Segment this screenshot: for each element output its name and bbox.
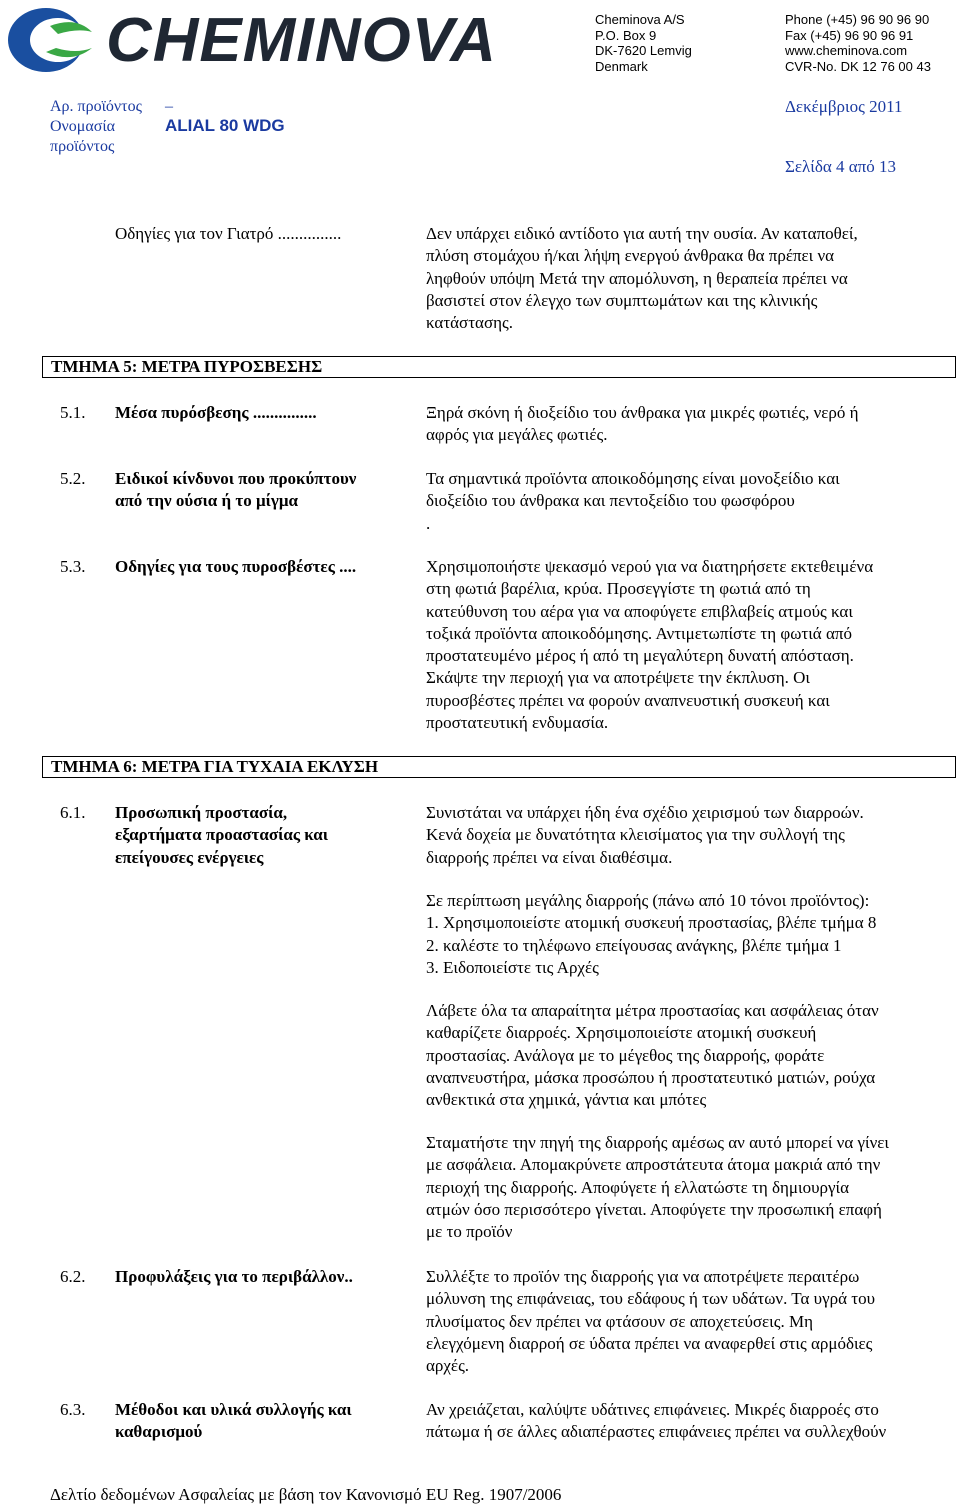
- product-name-label: Ονομασία: [50, 118, 116, 135]
- address-line: Denmark: [595, 58, 648, 74]
- page-footer: Δελτίο δεδομένων Ασφαλείας με βάση τον Κανονισμό EU Reg. 1907/2006: [50, 1485, 562, 1504]
- text-line: προστασίας. Ανάλογα με το μέγεθος της διαρροής, φοράτε: [426, 1045, 825, 1065]
- text-line: βασιστεί στον έλεγχο των συμπτωμάτων και της κλινικής: [426, 290, 818, 310]
- company-address: [595, 12, 692, 74]
- item-text: [426, 556, 873, 734]
- item-text: [426, 402, 859, 447]
- text-line: αρχές.: [426, 1356, 470, 1376]
- item-title: [115, 1399, 352, 1444]
- text-line: αναπνευστήρα, μάσκα προσώπου ή προστατευτικό ματιών, ρούχα: [426, 1067, 876, 1087]
- document-date: Δεκέμβριος 2011: [785, 97, 903, 116]
- text-line: περιοχή της διαρροής. Αποφύγετε ή ελλατώστε τη δημιουργία: [426, 1177, 850, 1197]
- logo-mark-icon: [6, 6, 102, 74]
- title-line: Μέθοδοι και υλικά συλλογής και: [115, 1400, 352, 1419]
- text-line: 2. καλέστε το τηλέφωνο επείγουσας ανάγκης, βλέπε τμήμα 1: [426, 935, 842, 955]
- text-line: Τα σημαντικά προϊόντα αποικοδόμησης είναι μονοξείδιο και: [426, 469, 840, 488]
- item-text: [426, 468, 840, 535]
- text-line: 1. Χρησιμοποιείστε ατομική συσκευή προστασίας, βλέπε τμήμα 8: [426, 913, 877, 933]
- title-line: καθαρισμού: [115, 1422, 203, 1442]
- doctor-text: [426, 223, 858, 334]
- text-line: Λάβετε όλα τα απαραίτητα μέτρα προστασίας και ασφάλειας όταν: [426, 1001, 879, 1020]
- text-line: Αν χρειάζεται, καλύψτε υδάτινες επιφάνειες. Μικρές διαρροές στο: [426, 1400, 879, 1419]
- title-line: από την ούσια ή το μίγμα: [115, 491, 298, 511]
- item-text-paragraph: [426, 802, 864, 869]
- text-line: Ξηρά σκόνη ή διοξείδιο του άνθρακα για μικρές φωτιές, νερό ή: [426, 403, 859, 422]
- section-6-title: ΤΜΗΜΑ 6: ΜΕΤΡΑ ΓΙΑ ΤΥΧΑΙΑ ΕΚΛΥΣΗ: [51, 757, 379, 776]
- text-line: Συλλέξτε το προϊόν της διαρροής για να αποτρέψετε περαιτέρω: [426, 1267, 860, 1286]
- title-line: εξαρτήματα προαστασίας και: [115, 825, 328, 845]
- doctor-label: Οδηγίες για τον Γιατρό ...............: [115, 224, 342, 243]
- text-line: ελεγχόμενη διαρροή σε ύδατα πρέπει να αναφερθεί στις αρμόδιες: [426, 1333, 873, 1353]
- title-line: Προσωπική προστασία,: [115, 803, 288, 822]
- item-number: 5.1.: [60, 403, 86, 422]
- title-line: Μέσα πυρόσβεσης ...............: [115, 403, 317, 422]
- address-line: Cheminova A/S: [595, 12, 685, 27]
- item-number: 5.2.: [60, 469, 86, 488]
- address-line: P.O. Box 9: [595, 27, 657, 43]
- cheminova-logo: [6, 6, 496, 74]
- text-line: πλύση στομάχου ή/και λήψη ενεργού άνθρακα θα πρέπει να: [426, 246, 835, 266]
- company-contact: [785, 12, 931, 74]
- text-line: Κενά δοχεία με δυνατότητα κλεισίματος για την συλλογή της: [426, 825, 845, 845]
- item-text: [426, 1266, 875, 1377]
- address-line: DK-7620 Lemvig: [595, 43, 692, 58]
- contact-line: www.cheminova.com: [785, 43, 908, 58]
- item-title: [115, 468, 356, 513]
- item-title: [115, 802, 328, 869]
- text-line: μόλυνση της επιφάνειας, του εδάφους ή των υδάτων. Τα υγρά του: [426, 1289, 875, 1309]
- product-name-label-cont: προϊόντος: [50, 138, 115, 155]
- text-line: τοξικά προϊόντα αποικοδόμησης. Αντιμετωπίστε τη φωτιά από: [426, 623, 852, 643]
- section-6-heading: [42, 756, 956, 778]
- item-number: 6.2.: [60, 1267, 86, 1286]
- text-line: κατεύθυνση του αέρα για να αποφύγετε επιβλαβείς ατμούς και: [426, 601, 853, 621]
- text-line: 3. Ειδοποιείστε τις Αρχές: [426, 957, 599, 977]
- item-text: [426, 1399, 886, 1444]
- text-line: Σε περίπτωση μεγάλης διαρροής (πάνω από 10 τόνοι προϊόντος):: [426, 891, 870, 910]
- item-text-paragraph: [426, 1132, 889, 1243]
- item-text-paragraph: [426, 1000, 879, 1111]
- item-number: 5.3.: [60, 557, 86, 576]
- item-title: [115, 556, 356, 578]
- text-line: κατάστασης.: [426, 313, 514, 333]
- page-number: Σελίδα 4 από 13: [785, 157, 897, 176]
- text-line: Σταματήστε την πηγή της διαρροής αμέσως αν αυτό μπορεί να γίνει: [426, 1133, 889, 1152]
- text-line: ληφθούν υπόψη Μετά την απομόλυνση, η θεραπεία πρέπει να: [426, 268, 848, 288]
- title-line: επείγουσες ενέργειες: [115, 847, 264, 867]
- text-line: με το προϊόν: [426, 1222, 513, 1242]
- text-line: αφρός για μεγάλες φωτιές.: [426, 425, 608, 445]
- product-number-label: Αρ. προϊόντος: [50, 98, 142, 115]
- text-line: Χρησιμοποιήστε ψεκασμό νερού για να διατηρήσετε εκτεθειμένα: [426, 557, 874, 576]
- title-line: Οδηγίες για τους πυροσβέστες ....: [115, 557, 357, 576]
- product-name-value: ALIAL 80 WDG: [165, 116, 285, 135]
- text-line: .: [426, 513, 431, 533]
- text-line: πυροσβέστες πρέπει να φορούν αναπνευστική συσκευή και: [426, 690, 830, 710]
- text-line: ατμών όσο περισσότερο γίνεται. Αποφύγετε την προσωπική επαφή: [426, 1199, 882, 1219]
- section-5-title: ΤΜΗΜΑ 5: ΜΕΤΡΑ ΠΥΡΟΣΒΕΣΗΣ: [51, 357, 323, 376]
- text-line: προστατευτική ενδυμασία.: [426, 713, 609, 733]
- text-line: ανθεκτικά στα χημικά, γάντια και μπότες: [426, 1090, 707, 1110]
- item-number: 6.3.: [60, 1400, 86, 1419]
- text-line: Συνιστάται να υπάρχει ήδη ένα σχέδιο χειρισμού των διαρροών.: [426, 803, 864, 822]
- contact-line: CVR-No. DK 12 76 00 43: [785, 58, 931, 74]
- contact-line: Phone (+45) 96 90 96 90: [785, 12, 930, 27]
- logo-wordmark: CHEMINOVA: [106, 6, 497, 75]
- text-line: πλυσίματος δεν πρέπει να φτάσουν σε αποχετεύσεις. Μη: [426, 1311, 813, 1331]
- text-line: καθαρίζετε διαρροές. Χρησιμοποιείστε ατομική συσκευή: [426, 1023, 817, 1043]
- text-line: στη φωτιά βαρέλια, κρύα. Προσεγγίστε τη φωτιά από τη: [426, 579, 811, 599]
- item-title: [115, 1266, 353, 1288]
- text-line: Δεν υπάρχει ειδικό αντίδοτο για αυτή την ουσία. Αν καταποθεί,: [426, 224, 858, 243]
- item-title: [115, 402, 317, 424]
- item-number: 6.1.: [60, 803, 86, 822]
- title-line: Ειδικοί κίνδυνοι που προκύπτουν: [115, 469, 357, 488]
- text-line: διαρροής πρέπει να είναι διαθέσιμα.: [426, 847, 673, 867]
- title-line: Προφυλάξεις για το περιβάλλον..: [115, 1267, 353, 1286]
- text-line: διοξείδιο του άνθρακα και πεντοξείδιο του φωσφόρου: [426, 491, 795, 511]
- text-line: με ασφάλεια. Απομακρύνετε απροστάτευτα άτομα μακριά από την: [426, 1155, 881, 1175]
- text-line: πάτωμα ή σε άλλες αδιαπέραστες επιφάνειες πρέπει να συλλεχθούν: [426, 1422, 887, 1442]
- contact-line: Fax (+45) 96 90 96 91: [785, 27, 914, 43]
- text-line: προστατευμένο μέρος ή από τη μεγαλύτερη δυνατή απόσταση.: [426, 646, 854, 666]
- section-5-heading: [42, 356, 956, 378]
- product-number-value: –: [165, 98, 173, 115]
- text-line: Σκάψτε την περιοχή για να αποτρέψετε την έκπλυση. Οι: [426, 668, 810, 688]
- item-text-paragraph: [426, 890, 876, 979]
